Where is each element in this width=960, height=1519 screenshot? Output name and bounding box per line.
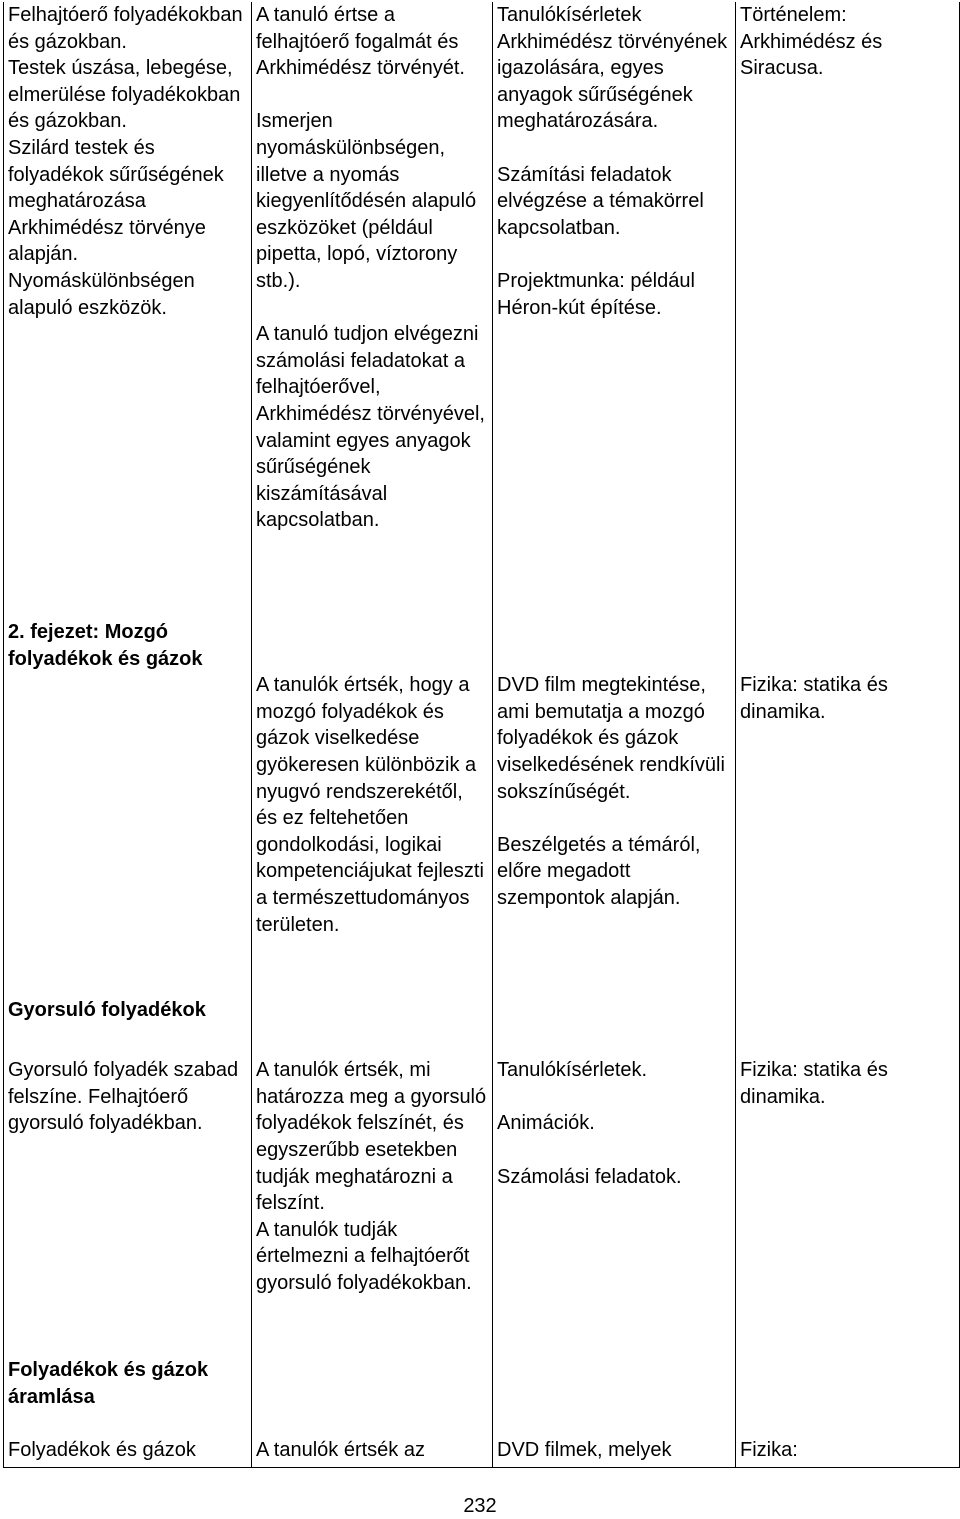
table-row: [4, 619, 960, 672]
requirement-text: Ismerjen nyomáskülönbségen, illetve a nyomás kiegyenlítődésén alapuló eszközöket (például pipetta, lopó, víztorony stb.).: [256, 110, 477, 292]
requirement-text: A tanulók értsék, hogy a mozgó folyadékok és gázok viselkedése gyökeresen különbözik a nyugvó rendszerekétől, és ez feltehetően gondolkodási, logikai kompetenciájukat fejleszti a természettudományos területen.: [256, 674, 484, 936]
activity-text: DVD film megtekintése, ami bemutatja a mozgó folyadékok és gázok viselkedésének rendkívüli sokszínűségét.: [497, 674, 725, 803]
table-row: [4, 672, 960, 997]
requirement-text: A tanulók tudják értelmezni a felhajtóerőt gyorsuló folyadékokban.: [256, 1218, 472, 1294]
chapter-heading: 2. fejezet: Mozgó folyadékok és gázok: [8, 621, 203, 670]
requirement-text: A tanulók értsék, mi határozza meg a gyorsuló folyadékok felszínét, és egyszerűbb esetekben tudják meghatározni a felszínt.: [256, 1059, 487, 1215]
table-row: [4, 1057, 960, 1357]
topic-text: Folyadékok és gázok: [8, 1439, 196, 1462]
requirement-text: A tanuló értse a felhajtóerő fogalmát és Arkhimédész törvényét.: [256, 4, 465, 80]
requirements-cell: [252, 1057, 493, 1357]
section-heading-cell: [4, 1357, 252, 1437]
section-heading: Gyorsuló folyadékok: [8, 999, 206, 1022]
topic-text: Gyorsuló folyadék szabad felszíne. Felhajtóerő gyorsuló folyadékban.: [8, 1059, 239, 1135]
topic-cell: [4, 1057, 252, 1357]
topic-text: Nyomáskülönbségen alapuló eszközök.: [8, 269, 195, 319]
table-row: [4, 997, 960, 1057]
activity-text: DVD filmek, melyek: [497, 1439, 672, 1462]
requirements-cell: [252, 1437, 493, 1467]
requirement-text: A tanulók értsék az: [256, 1439, 425, 1462]
activity-text: Számítási feladatok elvégzése a témakörrel kapcsolatban.: [497, 163, 704, 239]
table-row: [4, 1437, 960, 1467]
topic-cell: [4, 1437, 252, 1467]
connections-cell: [736, 1057, 960, 1357]
requirements-cell: [252, 2, 493, 619]
connection-text: Fizika: statika és dinamika.: [740, 1059, 888, 1108]
curriculum-table: [3, 2, 960, 1468]
connections-cell: [736, 672, 960, 997]
connections-cell: [736, 1437, 960, 1467]
activity-text: Tanulókísérletek Arkhimédész törvényének igazolására, egyes anyagok sűrűségének meghatározására.: [497, 4, 728, 133]
requirements-cell: [252, 672, 493, 997]
activity-text: Animációk.: [497, 1112, 595, 1135]
topic-text: Felhajtóerő folyadékokban és gázokban.: [8, 4, 243, 53]
activity-text: Tanulókísérletek.: [497, 1059, 648, 1082]
connection-text: Fizika: statika és dinamika.: [740, 674, 888, 723]
topic-cell: [4, 2, 252, 619]
connection-text: Fizika:: [740, 1439, 798, 1462]
activity-text: Számolási feladatok.: [497, 1165, 682, 1188]
activities-cell: [493, 1057, 736, 1357]
connections-cell: [736, 2, 960, 619]
page-number: 232: [463, 1495, 497, 1517]
activities-cell: [493, 1437, 736, 1467]
activities-cell: [493, 672, 736, 997]
topic-text: Szilárd testek és folyadékok sűrűségének meghatározása Arkhimédész törvénye alapján.: [8, 136, 224, 266]
requirement-text: A tanuló tudjon elvégezni számolási feladatokat a felhajtóerővel, Arkhimédész törvényével, valamint egyes anyagok sűrűségének kiszámításával kapcsolatban.: [256, 323, 485, 532]
topic-text: Testek úszása, lebegése, elmerülése folyadékokban és gázokban.: [8, 57, 241, 133]
chapter-heading-cell: [4, 619, 252, 672]
section-heading-cell: [4, 997, 252, 1057]
section-heading: Folyadékok és gázok áramlása: [8, 1359, 209, 1408]
table-row: [4, 1357, 960, 1437]
activity-text: Beszélgetés a témáról, előre megadott szempontok alapján.: [497, 833, 701, 909]
connection-text: Történelem: Arkhimédész és Siracusa.: [740, 4, 883, 80]
activities-cell: [493, 2, 736, 619]
activity-text: Projektmunka: például Héron-kút építése.: [497, 269, 695, 319]
table-row: [4, 2, 960, 619]
